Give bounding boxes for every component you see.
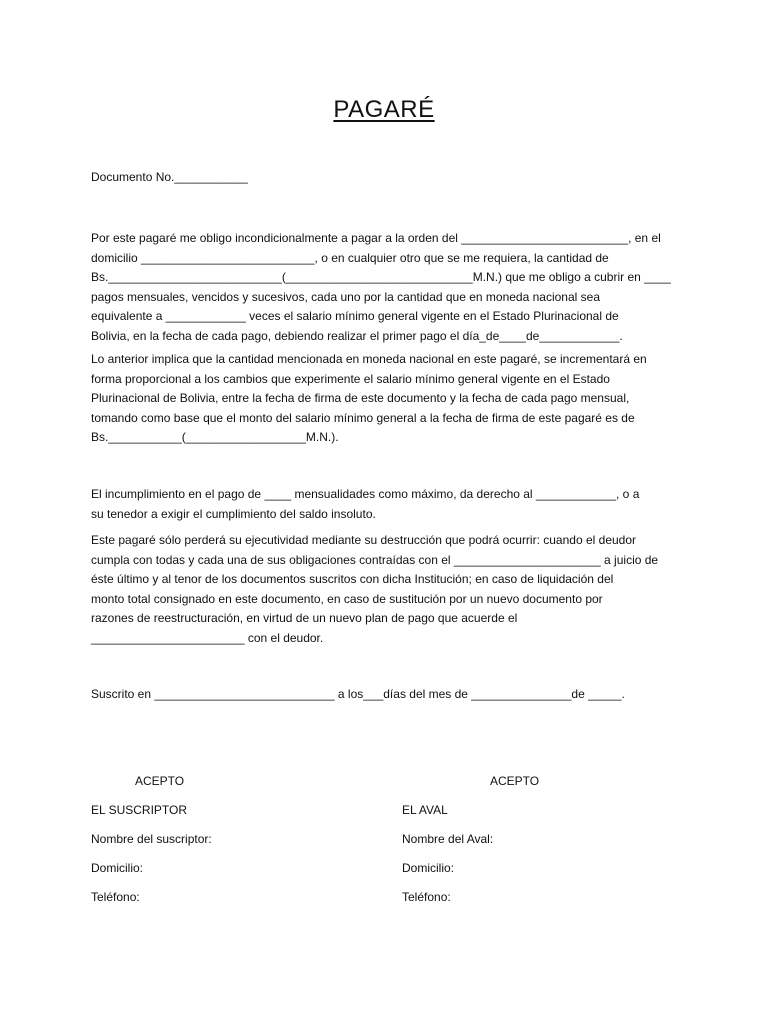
paragraph-signed-at: Suscrito en ___________________________ a los___días del mes de _______________de _____. [91, 687, 625, 701]
paragraph-executability: Este pagaré sólo perderá su ejecutividad mediante su destrucción que podrá ocurrir: cuando el deudor cumpla con todas y cada una de sus obligaciones contraídas con el ______________________ a juicio de éste último y al tenor de los documentos suscritos con dicha Institución; en caso de liquidación del monto total consignado en este documento, en caso de sustitución por un nuevo documento por razones de reestructuración, en virtud de un nuevo plan de pago que acuerde el _______________________ con el deudor. [91, 533, 659, 645]
accept-label: ACEPTO [490, 774, 540, 788]
signature-block-subscriber [91, 767, 351, 912]
subscriber-name-label: Nombre del suscriptor: [91, 832, 212, 846]
paragraph-adjustment: Lo anterior implica que la cantidad mencionada en moneda nacional en este pagaré, se incrementará en forma proporcional a los cambios que experimente el salario mínimo general vigente en el Estado Plurinacional de Bolivia, entre la fecha de firma de este documento y la fecha de cada pago mensual, tomando como base que el monto del salario mínimo general a la fecha de firma de este pagaré es de Bs.___________(__________________M.N.). [91, 352, 647, 444]
subscriber-role: EL SUSCRIPTOR [91, 803, 188, 817]
guarantor-role: EL AVAL [402, 803, 448, 817]
guarantor-address-label: Domicilio: [402, 861, 455, 875]
accept-label: ACEPTO [135, 774, 185, 788]
subscriber-address-label: Domicilio: [91, 861, 144, 875]
paragraph-default: El incumplimiento en el pago de ____ mensualidades como máximo, da derecho al ____________, o a su tenedor a exigir el cumplimiento del saldo insoluto. [91, 487, 640, 521]
paragraph-obligation: Por este pagaré me obligo incondicionalmente a pagar a la orden del _________________________, en el domicilio __________________________, o en cualquier otro que se me requiera, la cantidad de Bs.__________________________(____________________________M.N.) que me obligo a cubrir en ____ pagos mensuales, vencidos y sucesivos, cada uno por la cantidad que en moneda nacional sea equivalente a ____________ veces el salario mínimo general vigente en el Estado Plurinacional de Bolivia, en la fecha de cada pago, debiendo realizar el primer pago el día_de____de____________. [91, 231, 671, 343]
document-number: Documento No.___________ [91, 170, 248, 184]
signature-block-guarantor [402, 767, 662, 912]
document-title: PAGARÉ [333, 96, 435, 123]
guarantor-phone-label: Teléfono: [402, 890, 451, 904]
subscriber-phone-label: Teléfono: [91, 890, 140, 904]
guarantor-name-label: Nombre del Aval: [402, 832, 494, 846]
